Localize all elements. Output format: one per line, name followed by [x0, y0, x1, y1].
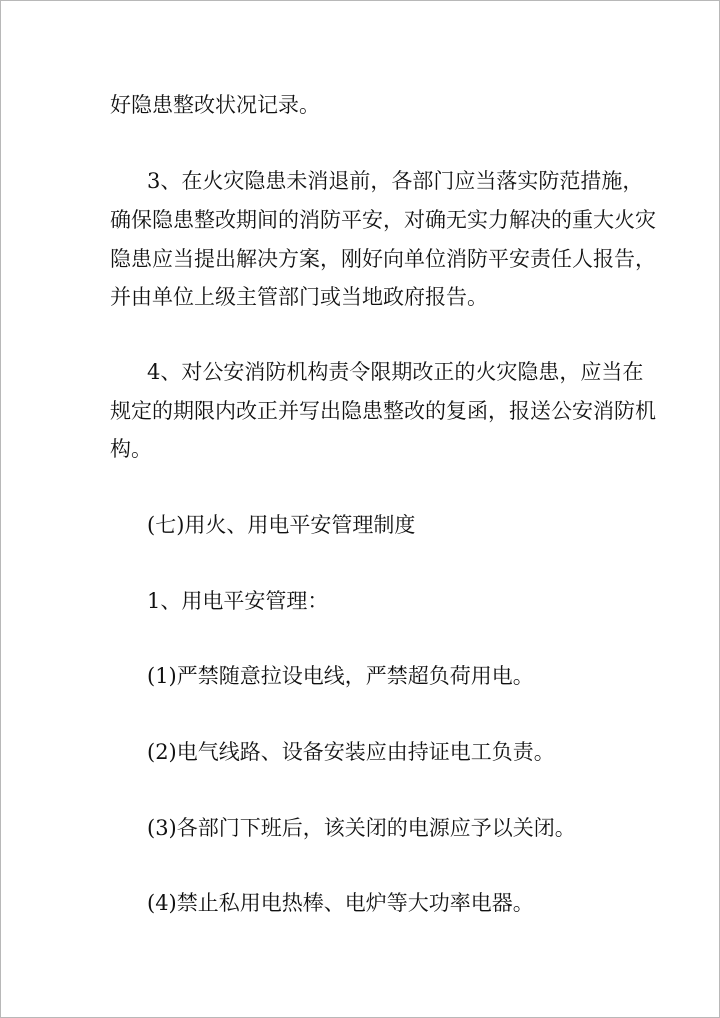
text-line: 规定的期限内改正并写出隐患整改的复函，报送公安消防机 — [110, 399, 656, 423]
list-item: (4)禁止私用电热棒、电炉等大功率电器。 — [147, 891, 534, 915]
list-item: (3)各部门下班后，该关闭的电源应予以关闭。 — [147, 816, 576, 840]
text-line: 好隐患整改状况记录。 — [110, 93, 320, 117]
list-item: (2)电气线路、设备安装应由持证电工负责。 — [147, 740, 555, 764]
text-line: 确保隐患整改期间的消防平安，对确无实力解决的重大火灾 — [110, 208, 656, 232]
text-line: 4、对公安消防机构责令限期改正的火灾隐患，应当在 — [147, 360, 644, 384]
text-line: 并由单位上级主管部门或当地政府报告。 — [110, 285, 488, 309]
text-line: 隐患应当提出解决方案，刚好向单位消防平安责任人报告， — [110, 247, 656, 271]
text-line: 3、在火灾隐患未消退前，各部门应当落实防范措施， — [147, 169, 644, 193]
section-heading: (七)用火、用电平安管理制度 — [147, 513, 416, 537]
text-line: 构。 — [110, 437, 152, 461]
list-item: (1)严禁随意拉设电线，严禁超负荷用电。 — [147, 664, 534, 688]
subsection-heading: 1、用电平安管理： — [147, 589, 329, 613]
